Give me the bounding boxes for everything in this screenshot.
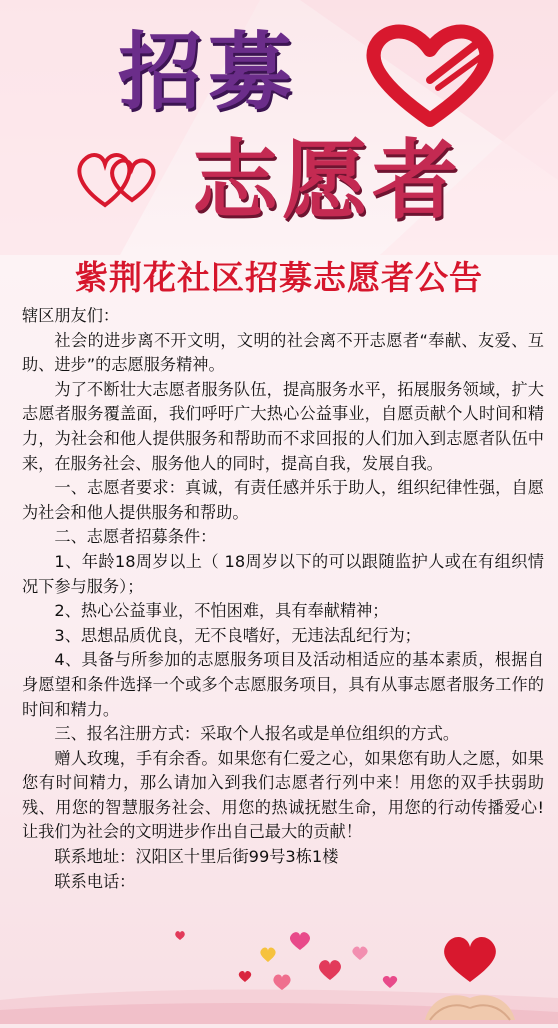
paragraph: 1、年龄18周岁以上（ 18周岁以下的可以跟随监护人或在有组织情况下参与服务）； [22,551,544,596]
poster-banner [0,0,558,255]
paragraph: 为了不断壮大志愿者服务队伍，提高服务水平，拓展服务领域，扩大志愿者服务覆盖面，我们呼吁广大热心公益事业，自愿贡献个人时间和精力，为社会和他人提供服务和帮助而不求回报的人们加入到志愿者队伍中来，在服务社会、服务他人的同时，提高自我，发展自我。 [22,379,544,473]
paragraph: 赠人玫瑰，手有余香。如果您有仁爱之心，如果您有助人之愿，如果您有时间精力，那么请加入到我们志愿者行列中来！用您的双手扶弱助残、用您的智慧服务社会、用您的热诚抚慰生命，用您的行动传播爱心!让我们为社会的文明进步作出自己最大的贡献！ [22,748,544,842]
heart-hand-icon [360,20,500,130]
title-volunteer: 志愿者 [192,131,462,231]
title-recruit: 招募 [118,23,299,121]
paragraph: 4、具备与所参加的志愿服务项目及活动相适应的基本素质，根据自身愿望和条件选择一个或多个志愿服务项目，具有从事志愿者服务工作的时间和精力。 [22,650,544,719]
scattered-hearts-icon [0,920,558,1024]
paragraph: 二、志愿者招募条件： [54,527,217,547]
contact-phone: 联系电话： [54,871,136,891]
notice-headline: 紫荆花社区招募志愿者公告 [75,258,483,297]
double-heart-icon [70,140,170,220]
paragraph: 2、热心公益事业，不怕困难，具有奉献精神； [54,601,389,621]
contact-address: 联系地址：汉阳区十里后街99号3栋1楼 [54,847,339,867]
footer-decoration [0,920,558,1024]
greeting: 辖区朋友们： [22,306,120,325]
paragraph: 社会的进步离不开文明，文明的社会离不开志愿者“奉献、友爱、互助、进步”的志愿服务精神。 [22,330,544,375]
hands-holding-heart-icon [425,937,515,1020]
paragraph: 3、思想品质优良，无不良嗜好，无违法乱纪行为； [54,625,421,645]
notice-body [22,304,544,894]
paragraph: 三、报名注册方式：采取个人报名或是单位组织的方式。 [54,724,460,744]
paragraph: 一、志愿者要求：真诚，有责任感并乐于助人，组织纪律性强，自愿为社会和他人提供服务和帮助。 [22,478,544,522]
